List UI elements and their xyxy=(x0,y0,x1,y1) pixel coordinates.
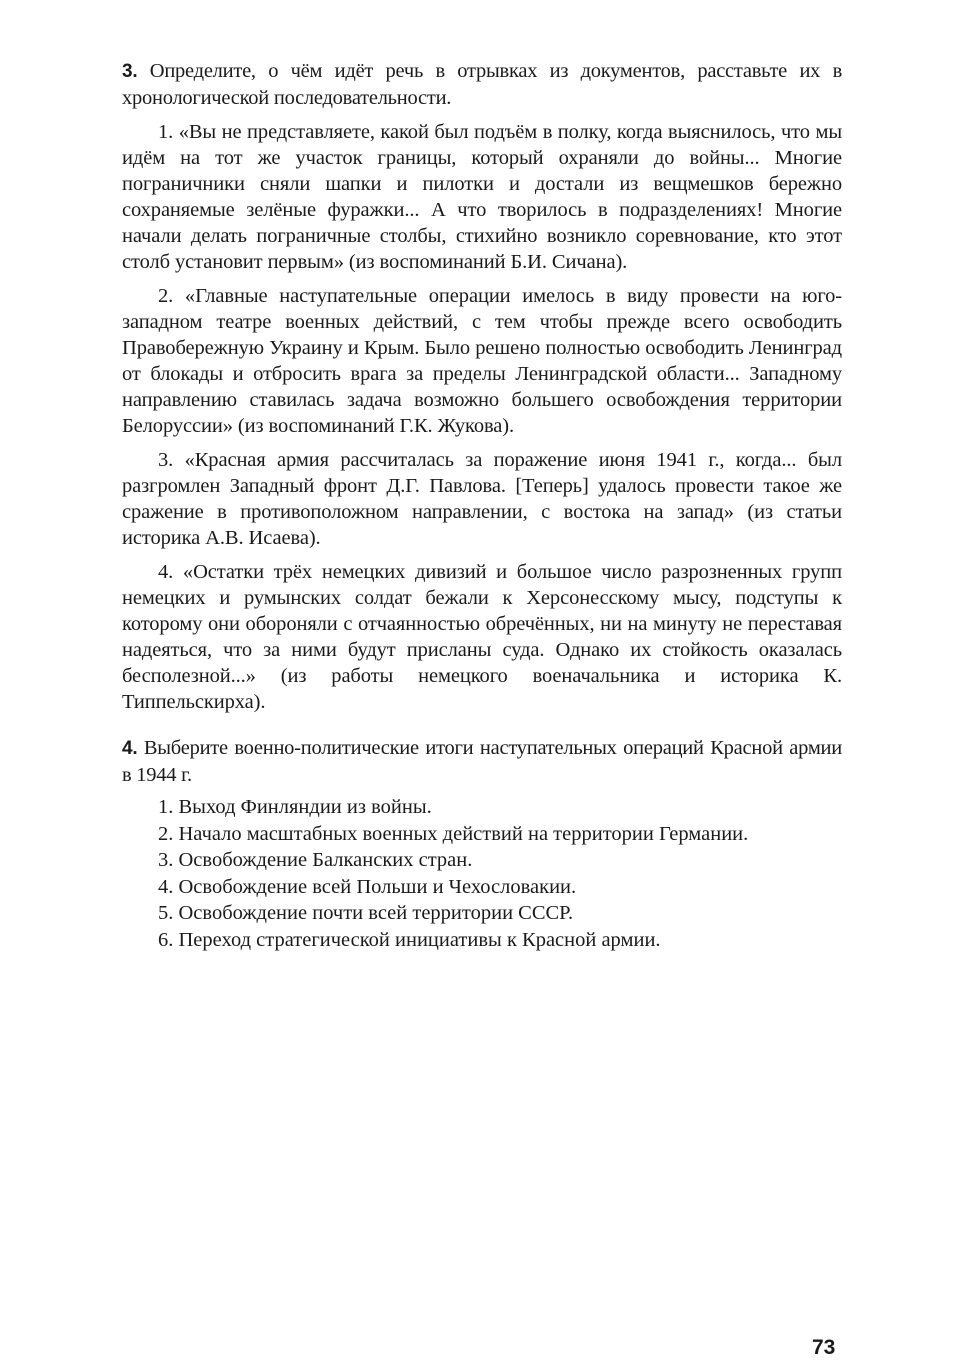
option-3: 3. Освобождение Балканских стран. xyxy=(158,849,473,871)
task-3-number: 3. xyxy=(122,61,138,82)
excerpt-4: 4. «Остатки трёх немецких дивизий и большое число разрозненных групп немецких и румынских солдат бежали к Херсонесскому мысу, подступы к которому они обороняли с отчаянностью обречённых, ни на минуту не переставая надеяться, что за ними будут присланы суда. Однако их стойкость оказалась бесполезной...» (из работы немецкого военачальника и историка К. Типпельскирха). xyxy=(122,561,842,713)
excerpt-2: 2. «Главные наступательные операции имелось в виду провести на юго-западном театре военных действий, с тем чтобы прежде всего освободить Правобережную Украину и Крым. Было решено полностью освободить Ленинград от блокады и отбросить врага за пределы Ленинградской области... Западному направлению ставилась задача возможно большего освобождения территории Белоруссии» (из воспоминаний Г.К. Жукова). xyxy=(122,285,842,437)
task-4-options xyxy=(122,794,842,953)
option-6: 6. Переход стратегической инициативы к Красной армии. xyxy=(158,928,661,951)
task-4-number: 4. xyxy=(122,738,138,759)
page-number: 73 xyxy=(812,1336,836,1359)
page-content xyxy=(122,58,842,953)
option-2: 2. Начало масштабных военных действий на территории Германии. xyxy=(158,822,749,845)
task-4-heading xyxy=(122,735,842,788)
excerpt-3: 3. «Красная армия рассчиталась за поражение июня 1941 г., когда... был разгромлен Западный фронт Д.Г. Павлова. [Теперь] удалось провести такое же сражение в противоположном направлении, с востока на запад» (из статьи историка А.В. Исаева). xyxy=(122,449,842,549)
task-4-prompt: Выберите военно-политические итоги наступательных операций Красной армии в 1944 г. xyxy=(122,737,842,786)
task-3-prompt: Определите, о чём идёт речь в отрывках из документов, расставьте их в хронологической последовательности. xyxy=(122,60,843,109)
excerpt-1: 1. «Вы не представляете, какой был подъём в полку, когда выяснилось, что мы идём на тот же участок границы, который охраняли до войны... Многие пограничники сняли шапки и пилотки и достали из вещмешков бережно сохраняемые зелёные фуражки... А что творилось в подразделениях! Многие начали делать пограничные столбы, стихийно возникло соревнование, кто этот столб установит первым» (из воспоминаний Б.И. Сичана). xyxy=(122,121,842,273)
task-4 xyxy=(122,735,842,953)
task-3 xyxy=(122,58,842,715)
option-1: 1. Выход Финляндии из войны. xyxy=(158,796,432,818)
option-4: 4. Освобождение всей Польши и Чехословакии. xyxy=(158,875,577,898)
option-5: 5. Освобождение почти всей территории СССР. xyxy=(158,902,574,924)
task-3-heading xyxy=(122,58,842,111)
